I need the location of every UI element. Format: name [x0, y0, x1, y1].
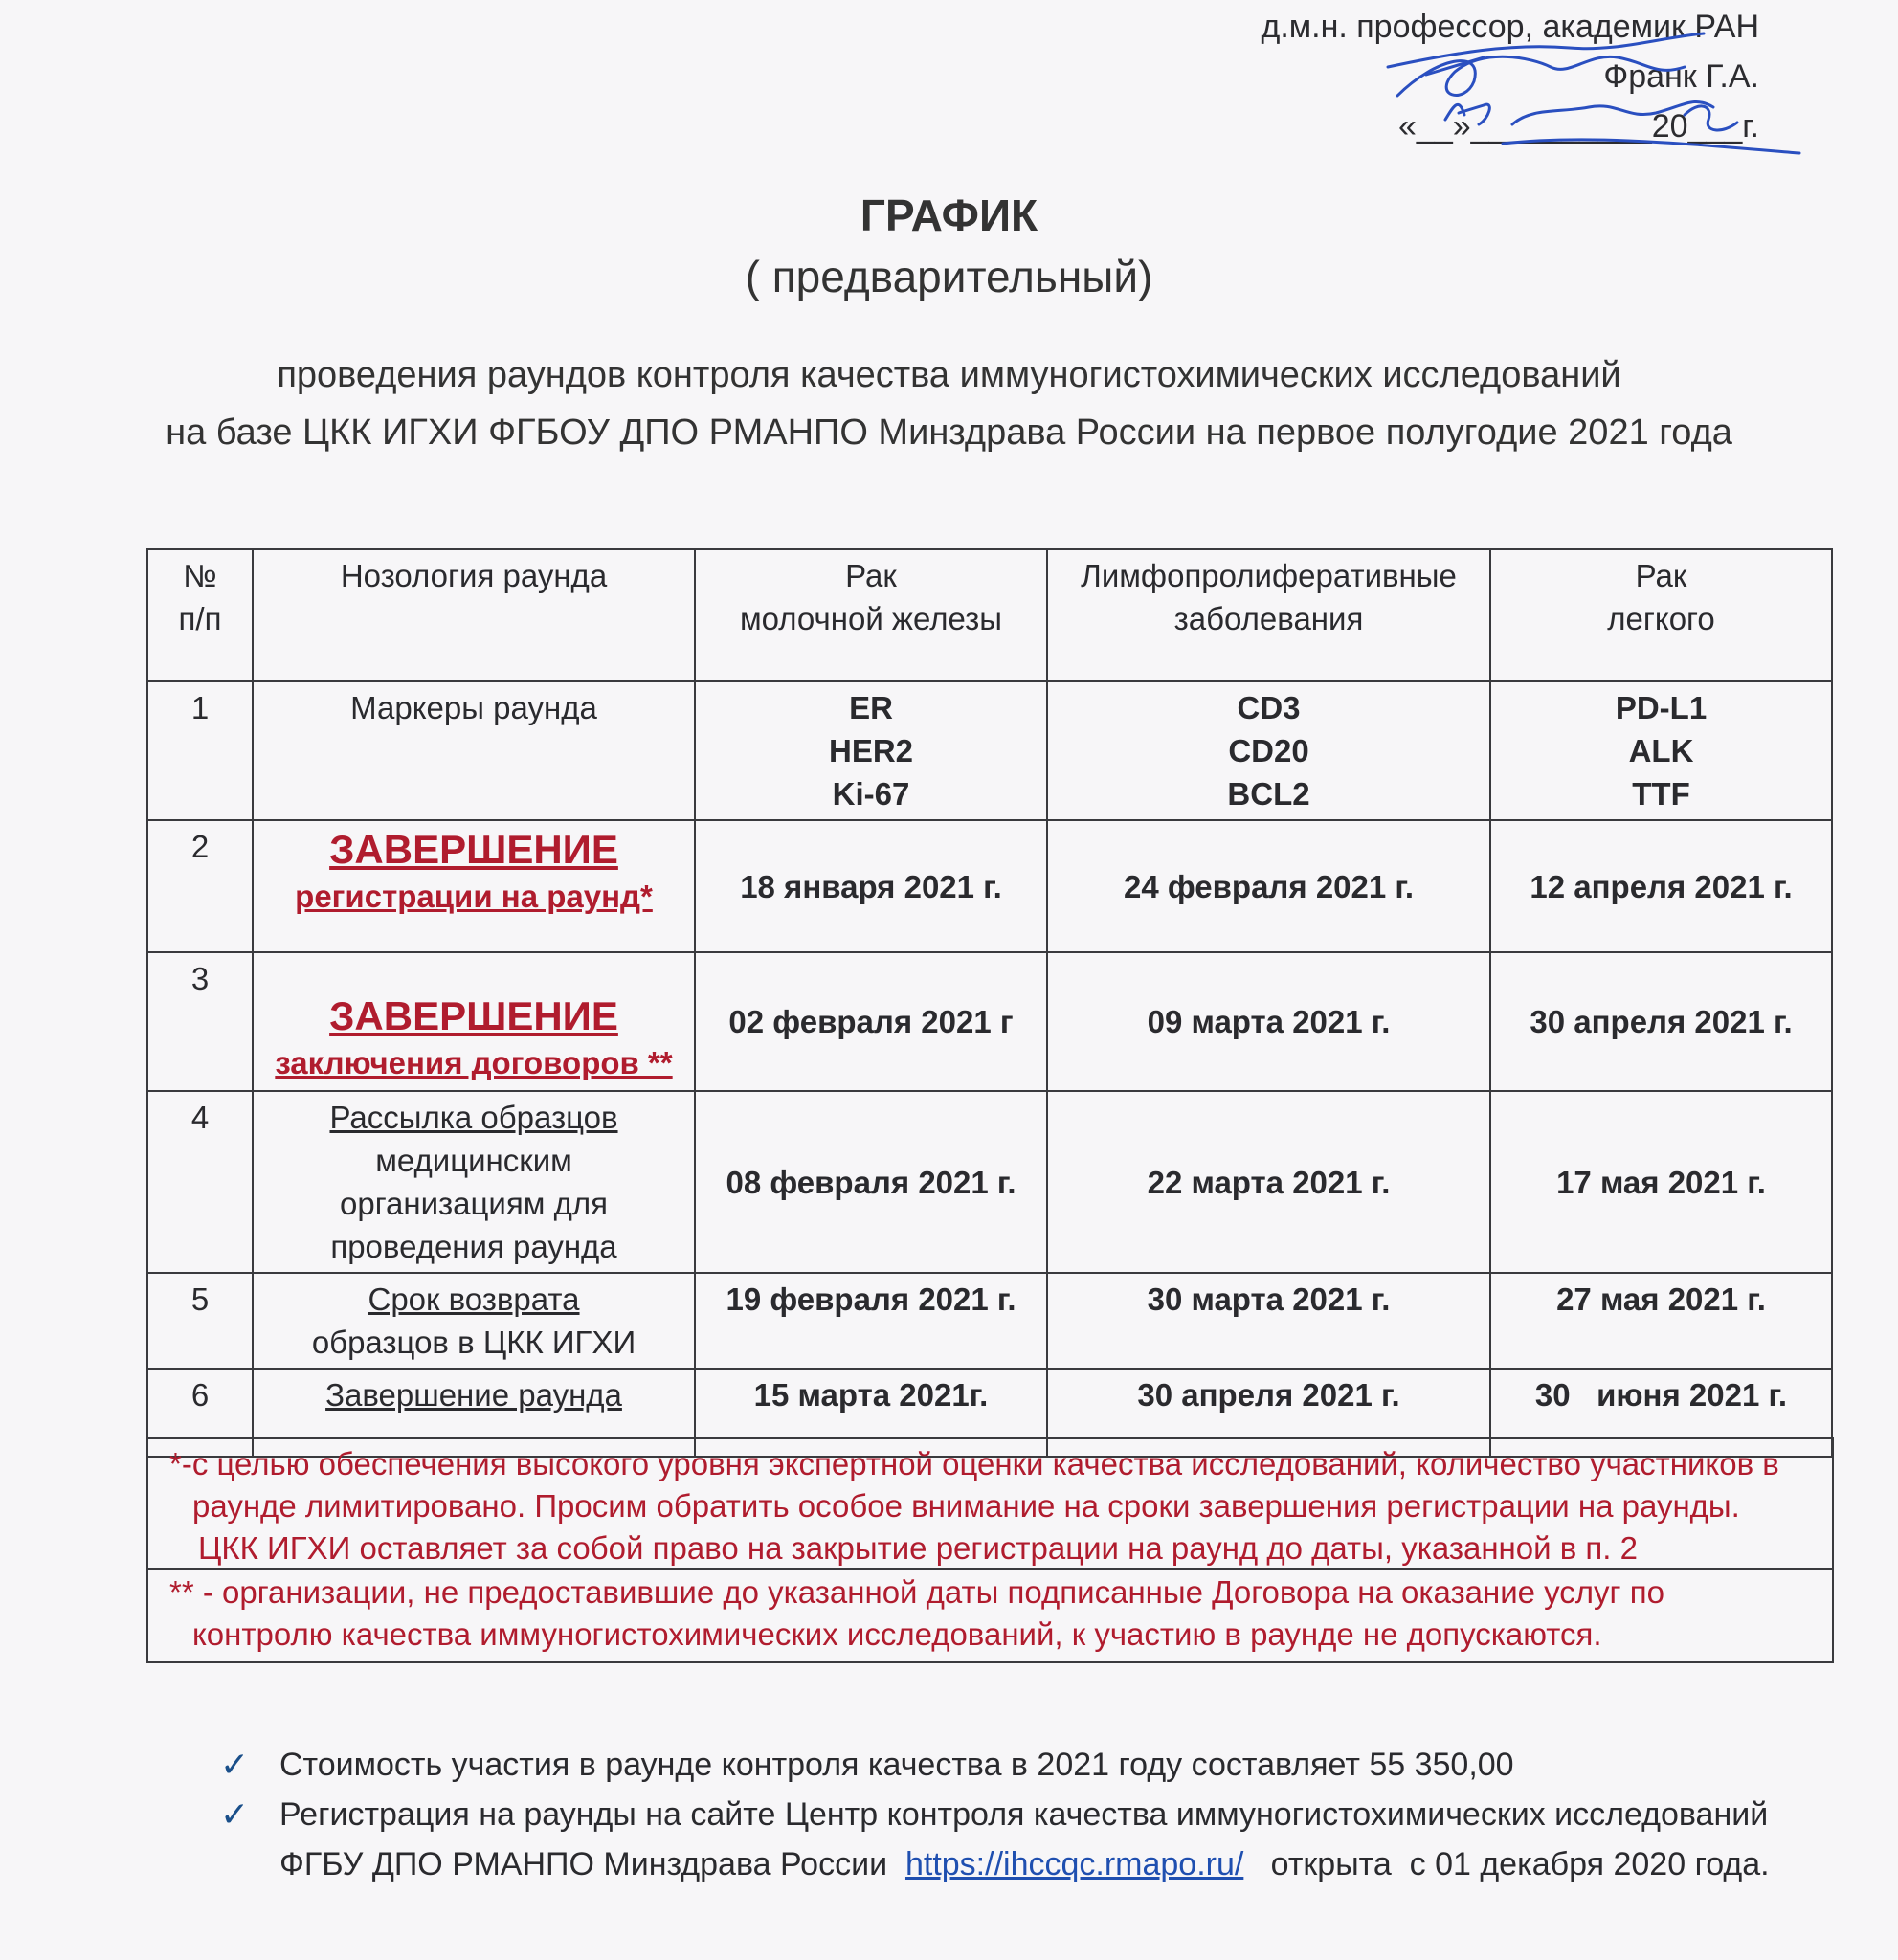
header-col1-l1: Рак: [845, 558, 897, 593]
row-label-underlined: Рассылка образцов: [329, 1100, 618, 1135]
markers-lung: [1490, 681, 1832, 820]
row-num: 4: [147, 1091, 253, 1273]
row-label-small: заключения договоров **: [275, 1045, 673, 1080]
date-lung: 30 июня 2021 г.: [1490, 1369, 1832, 1457]
header-col3-l1: Рак: [1635, 558, 1687, 593]
row-label-underlined: Срок возврата: [368, 1281, 580, 1317]
date-lympho: 22 марта 2021 г.: [1047, 1091, 1490, 1273]
footnote-registration: [146, 1437, 1834, 1570]
table-row: [147, 681, 1832, 820]
row-label: [253, 1273, 695, 1369]
table-row: [147, 952, 1832, 1091]
header-num-l2: п/п: [178, 601, 222, 636]
row-num: 1: [147, 681, 253, 820]
date-lung: 17 мая 2021 г.: [1490, 1091, 1832, 1273]
approval-date: «__»__________20___г.: [1398, 108, 1759, 145]
row-num: 5: [147, 1273, 253, 1369]
header-nosology: [253, 549, 695, 681]
marker: HER2: [828, 733, 914, 768]
bullet-registration-line2-pre: ФГБУ ДПО РМАНПО Минздрава России: [279, 1846, 905, 1882]
bullet-cost: [220, 1740, 1828, 1790]
date-breast: 15 марта 2021г.: [695, 1369, 1047, 1457]
row-label: Маркеры раунда: [253, 681, 695, 820]
header-col-lung: [1490, 549, 1832, 681]
row-label-big: ЗАВЕРШЕНИЕ: [329, 993, 618, 1038]
date-lung: 30 апреля 2021 г.: [1490, 952, 1832, 1091]
date-lympho: 30 марта 2021 г.: [1047, 1273, 1490, 1369]
document-description-line2: на базе ЦКК ИГХИ ФГБОУ ДПО РМАНПО Минздрава России на первое полугодие 2021 года: [166, 412, 1732, 453]
row-label-underlined: Завершение раунда: [325, 1377, 622, 1413]
markers-lympho: [1047, 681, 1490, 820]
marker: BCL2: [1227, 776, 1310, 812]
date-lympho: 24 февраля 2021 г.: [1047, 820, 1490, 952]
footnote-1-line1: *-с целью обеспечения высокого уровня экспертной оценки качества исследований, количество участников в: [169, 1446, 1779, 1481]
footnote-1-line3: ЦКК ИГХИ оставляет за собой право на закрытие регистрации на раунд до даты, указанной в п. 2: [198, 1530, 1638, 1566]
check-icon: ✓: [220, 1745, 250, 1784]
info-bullets: [220, 1740, 1828, 1889]
schedule-table: [146, 548, 1833, 1458]
row-num: 2: [147, 820, 253, 952]
registration-link[interactable]: https://ihccqc.rmapo.ru/: [904, 1846, 1244, 1882]
markers-breast: [695, 681, 1047, 820]
date-lung: 27 мая 2021 г.: [1490, 1273, 1832, 1369]
marker: Ki-67: [832, 776, 910, 812]
row-label-small: регистрации на раунд*: [295, 879, 653, 914]
bullet-registration-line2-post: открыта с 01 декабря 2020 года.: [1243, 1846, 1770, 1882]
document-title: ГРАФИК: [860, 190, 1038, 240]
bullet-cost-text: Стоимость участия в раунде контроля качества в 2021 году составляет 55 350,00: [279, 1747, 1514, 1783]
row-label-rest: организациям для: [340, 1186, 608, 1221]
marker: TTF: [1632, 776, 1690, 812]
date-lung: 12 апреля 2021 г.: [1490, 820, 1832, 952]
row-label-rest: медицинским: [375, 1143, 572, 1178]
header-col-breast: [695, 549, 1047, 681]
header-col2-l2: заболевания: [1173, 601, 1364, 636]
date-lympho: 30 апреля 2021 г.: [1047, 1369, 1490, 1457]
row-label: [253, 952, 695, 1091]
date-lympho: 09 марта 2021 г.: [1047, 952, 1490, 1091]
table-header-row: [147, 549, 1832, 681]
approval-title: д.м.н. профессор, академик РАН: [1261, 9, 1759, 45]
footnote-1-line2: раунде лимитировано. Просим обратить особое внимание на сроки завершения регистрации на раунды.: [192, 1488, 1740, 1524]
header-col1-l2: молочной железы: [739, 601, 1002, 636]
bullet-registration: [220, 1790, 1828, 1889]
footnote-contracts: [146, 1568, 1834, 1663]
header-col3-l2: легкого: [1607, 601, 1715, 636]
handwritten-signature: [1340, 0, 1819, 172]
row-num: 6: [147, 1369, 253, 1457]
date-breast: 08 февраля 2021 г.: [695, 1091, 1047, 1273]
date-breast: 18 января 2021 г.: [695, 820, 1047, 952]
header-col-lympho: [1047, 549, 1490, 681]
row-label-rest: образцов в ЦКК ИГХИ: [311, 1325, 636, 1360]
marker: ALK: [1628, 733, 1694, 768]
row-label: [253, 820, 695, 952]
check-icon: ✓: [220, 1794, 250, 1834]
table-row: [147, 820, 1832, 952]
footnote-2-line1: ** - организации, не предоставившие до указанной даты подписанные Договора на оказание услуг по: [169, 1574, 1664, 1610]
header-col2-l1: Лимфопролиферативные: [1081, 558, 1457, 593]
header-num-l1: №: [183, 558, 217, 593]
document-subtitle: ( предварительный): [745, 252, 1153, 301]
row-label: [253, 1091, 695, 1273]
table-row: [147, 1091, 1832, 1273]
marker: CD3: [1237, 690, 1301, 725]
row-num: 3: [147, 952, 253, 1091]
header-num: [147, 549, 253, 681]
document-description-line1: проведения раундов контроля качества иммуногистохимических исследований: [277, 355, 1621, 395]
marker: CD20: [1228, 733, 1309, 768]
header-nosology-text: Нозология раунда: [340, 558, 608, 593]
approval-name: Франк Г.А.: [1603, 58, 1759, 95]
marker: PD-L1: [1615, 690, 1708, 725]
date-breast: 02 февраля 2021 г: [695, 952, 1047, 1091]
bullet-registration-line1: Регистрация на раунды на сайте Центр контроля качества иммуногистохимических исследований: [279, 1796, 1769, 1833]
marker: ER: [849, 690, 893, 725]
row-label-big: ЗАВЕРШЕНИЕ: [329, 827, 618, 872]
table-row: [147, 1273, 1832, 1369]
row-label-rest: проведения раунда: [330, 1229, 617, 1264]
date-breast: 19 февраля 2021 г.: [695, 1273, 1047, 1369]
footnote-2-line2: контролю качества иммуногистохимических исследований, к участию в раунде не допускаются.: [192, 1616, 1602, 1652]
